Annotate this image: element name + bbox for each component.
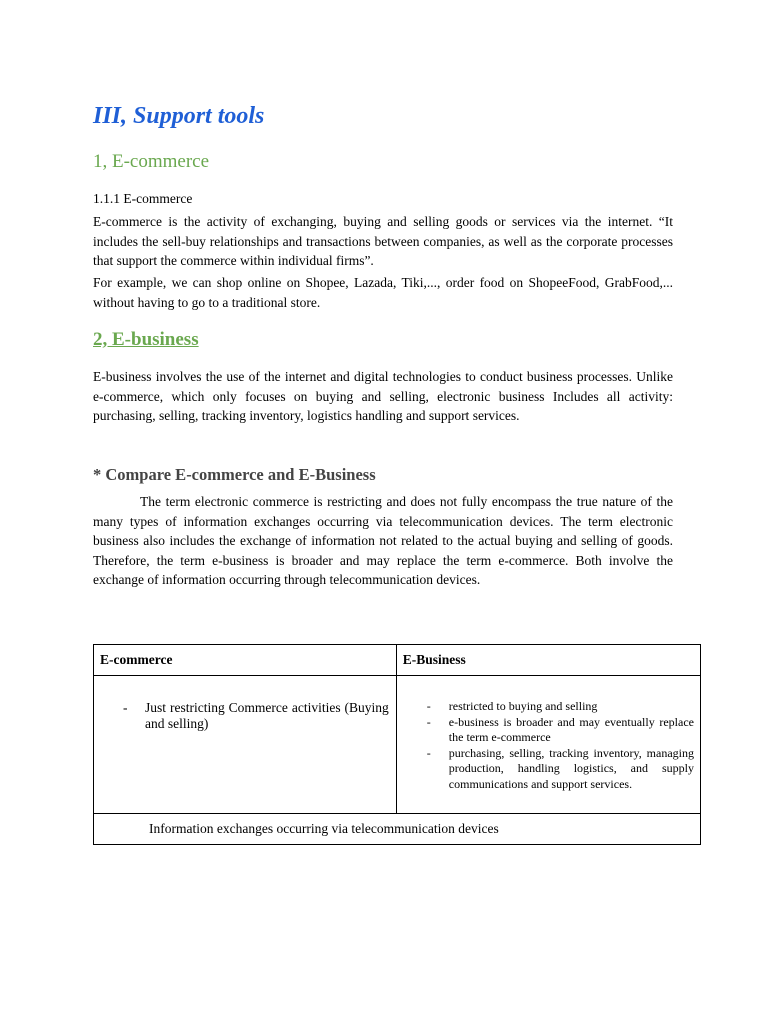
table-footer-row	[94, 814, 701, 845]
list-item-text: purchasing, selling, tracking inventory, managing production, handling logistics, and supply communications and support services.	[448, 745, 694, 791]
ecommerce-subheading: 1.1.1 E-commerce	[93, 191, 193, 206]
dash-bullet: -	[123, 700, 128, 715]
dash-bullet: -	[426, 699, 431, 713]
dash-bullet: -	[426, 714, 431, 729]
ecommerce-list	[123, 700, 389, 732]
ebusiness-list	[426, 699, 694, 792]
table-header-ecommerce: E-commerce	[94, 645, 397, 676]
list-item-text: e-business is broader and may eventually replace the term e-commerce	[448, 714, 694, 744]
table-header-ebusiness: E-Business	[396, 645, 700, 676]
ecommerce-cell	[94, 676, 397, 814]
compare-heading: * Compare E-commerce and E-Business	[93, 465, 376, 484]
list-item	[123, 700, 389, 732]
comparison-table	[93, 644, 701, 845]
dash-bullet: -	[426, 745, 431, 760]
list-item-text: restricted to buying and selling	[448, 699, 598, 713]
section-title: III, Support tools	[93, 103, 265, 129]
compare-paragraph: The term electronic commerce is restricting and does not fully encompass the true nature of the many types of information exchanges occurring via telecommunication devices. The term electronic business also includes the exchange of information not related to the actual buying and selling of goods. Therefore, the term e-business is broader and may replace the term e-commerce. Both involve the exchange of information occurring through telecommunication devices.	[93, 494, 673, 587]
ebusiness-paragraph: E-business involves the use of the internet and digital technologies to conduct business processes. Unlike e-commerce, which only focuses on buying and selling, electronic business Includes all activity: purchasing, selling, tracking inventory, logistics handling and support services.	[93, 369, 673, 423]
ecommerce-paragraph-1: E-commerce is the activity of exchanging, buying and selling goods or services via the internet. “It includes the sell-buy relationships and transactions between companies, as well as the corporate processes that support the commerce within individual firms”.	[93, 214, 673, 268]
list-item	[426, 714, 694, 746]
table-header-row	[94, 645, 701, 676]
ecommerce-heading: 1, E-commerce	[93, 151, 210, 172]
list-item	[426, 745, 694, 793]
list-item	[426, 699, 694, 715]
ecommerce-paragraph-2: For example, we can shop online on Shopee, Lazada, Tiki,..., order food on ShopeeFood, GrabFood,... without having to go to a traditional store.	[93, 275, 673, 310]
ebusiness-heading: 2, E-business	[93, 329, 199, 350]
list-item-text: Just restricting Commerce activities (Buying and selling)	[145, 700, 389, 731]
ebusiness-cell	[396, 676, 700, 814]
table-footer-cell: Information exchanges occurring via telecommunication devices	[94, 814, 701, 845]
table-row	[94, 676, 701, 814]
